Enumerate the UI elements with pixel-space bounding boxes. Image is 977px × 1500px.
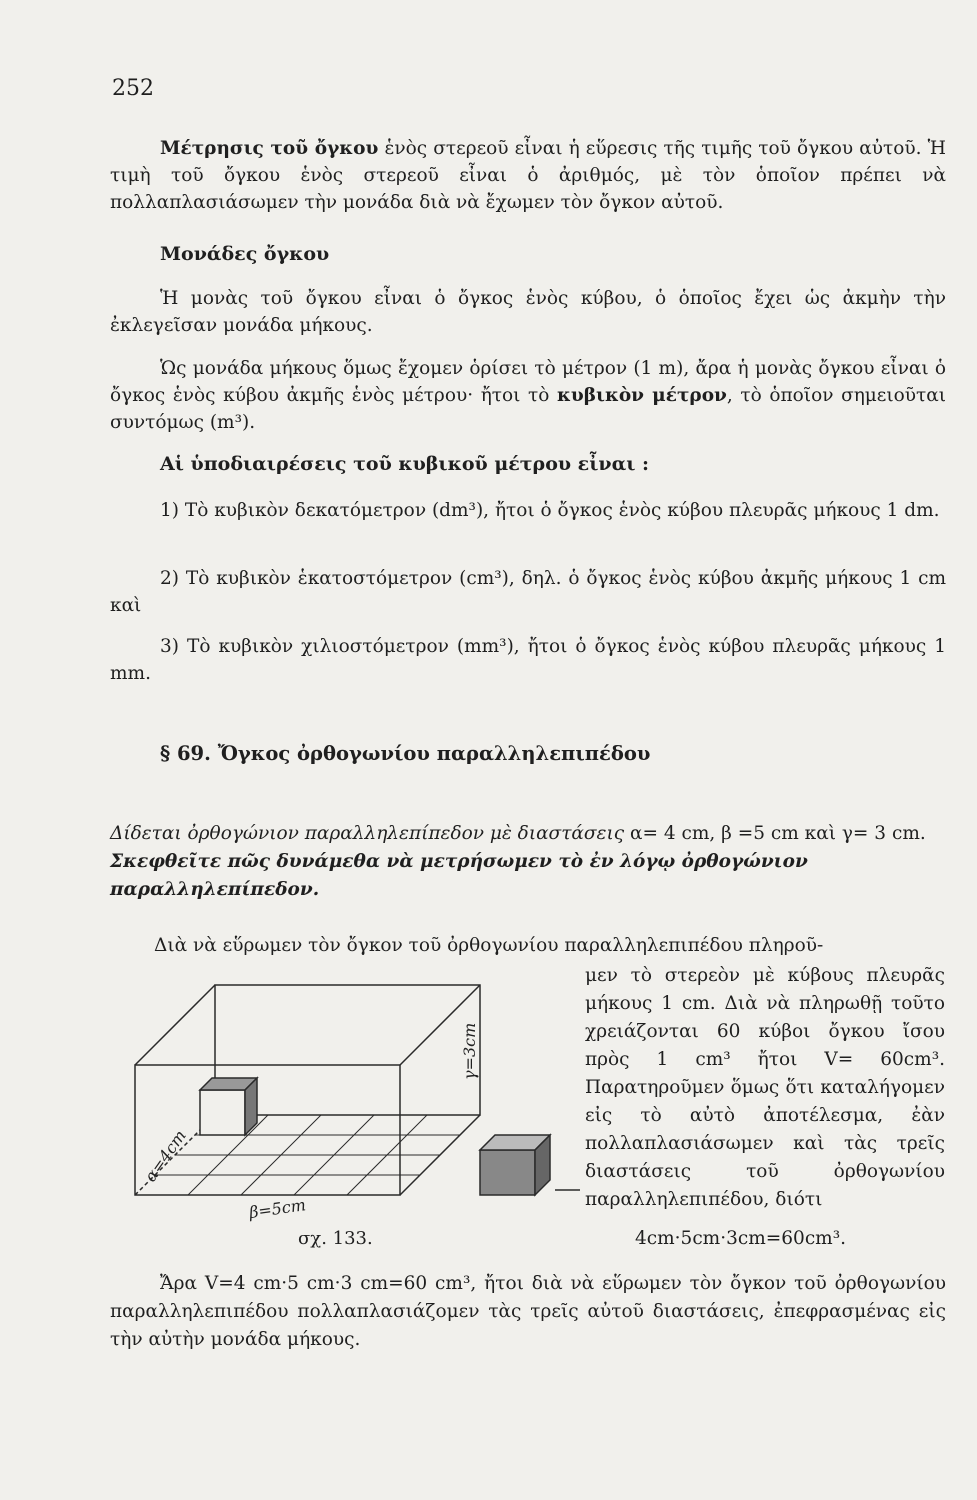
page-number: 252 [112,76,154,101]
formula: 4cm·5cm·3cm=60cm³. [635,1228,847,1249]
label-a: α=4cm [140,1126,190,1186]
example-question: Σκεφθεῖτε πῶς δυνάμεθα νὰ μετρήσωμεν τὸ ἐν λόγῳ ὀρθογώνιον παραλληλεπίπεδον. [110,851,808,900]
figure-caption: σχ. 133. [298,1228,373,1249]
heading-subdivisions: Αἱ ὑποδιαιρέσεις τοῦ κυβικοῦ μέτρου εἶναι : [160,453,650,475]
unit-cube [200,1078,257,1135]
paragraph-volume-unit: Ἡ μονὰς τοῦ ὄγκου εἶναι ὁ ὄγκος ἑνὸς κύβου, ὁ ὁποῖος ἔχει ὡς ἀκμὴν τὴν ἐκλεγεῖσαν μονάδα μήκους. [110,288,946,336]
heading-volume-units: Μονάδες ὄγκου [160,243,330,265]
paragraph-first-line: Διὰ νὰ εὕρωμεν τὸν ὄγκον τοῦ ὀρθογωνίου παραλληλεπιπέδου πληροῦ- [154,935,824,956]
term-volume-measurement: Μέτρησις τοῦ ὄγκου [160,138,379,159]
unit-cube-outside [480,1135,550,1195]
figure-box [115,975,585,1260]
paragraph-text: ἑνὸς στερεοῦ εἶναι ἡ εὕρεσις τῆς τιμῆς τοῦ ὄγκου αὐτοῦ. Ἡ τιμὴ τοῦ ὄγκου ἑνὸς στερεοῦ εἶναι ὁ ἀριθμός, μὲ τὸν ὁποῖον πρέπει νὰ πολλαπλασιάσωμεν τὴν μονάδα διὰ νὰ ἔχωμεν τὸν ὄγκον αὐτοῦ. [110,138,947,213]
list-item: 1) Τὸ κυβικὸν δεκατόμετρον (dm³), ἤτοι ὁ ὄγκος ἑνὸς κύβου πλευρᾶς μήκους 1 dm. [160,500,940,521]
paragraph-text: , τὸ ὁποῖον σημειοῦται συντόμως (m³). [110,385,947,433]
label-b: β=5cm [247,1195,307,1222]
list-item: 2) Τὸ κυβικὸν ἑκατοστόμετρον (cm³), δηλ. ὁ ὄγκος ἑνὸς κύβου ἀκμῆς μήκους 1 cm καὶ [110,568,946,616]
paragraph-volume-measurement [110,135,946,216]
paragraph-text: Ὡς μονάδα μήκους ὅμως ἔχομεν ὁρίσει τὸ μέτρον (1 m), ἄρα ἡ μονὰς ὄγκου εἶναι ὁ ὄγκος ἑνὸς κύβου ἀκμῆς ἑνὸς μέτρου· ἤτοι τὸ [110,358,946,406]
paragraph-right-column: μεν τὸ στερεὸν μὲ κύβους πλευρᾶς μήκους 1 cm. Διὰ νὰ πληρωθῇ τοῦτο χρειάζονται 60 κύβοι ὄγκου ἴσου πρὸς 1 cm³ ἤτοι V= 60cm³. Παρατηροῦμεν ὅμως ὅτι καταλήγομεν εἰς τὸ αὐτὸ ἀποτέλεσμα, ἐὰν πολλαπλασιάσωμεν καὶ τὰς τρεῖς διαστάσεις τοῦ ὀρθογωνίου παραλληλεπιπέδου, διότι [585,965,945,1210]
example-given: Δίδεται ὀρθογώνιον παραλληλεπίπεδον μὲ διαστάσεις [110,823,625,844]
paragraph-cubic-meter [110,355,946,436]
label-g: γ=3cm [460,1022,479,1080]
term-cubic-meter: κυβικὸν μέτρον [557,385,727,406]
example-dimensions: α= 4 cm, β =5 cm καὶ γ= 3 cm. [624,823,926,844]
paragraph-conclusion: Ἄρα V=4 cm·5 cm·3 cm=60 cm³, ἤτοι διὰ νὰ εὕρωμεν τὸν ὄγκον τοῦ ὀρθογωνίου παραλληλεπιπέδου πολλαπλασιάζομεν τὰς τρεῖς αὐτοῦ διαστάσεις, ἐπεφρασμένας εἰς τὴν αὐτὴν μονάδα μήκους. [110,1273,946,1350]
example-problem [110,820,946,904]
section-heading: § 69. Ὄγκος ὀρθογωνίου παραλληλεπιπέδου [160,742,651,765]
list-item: 3) Τὸ κυβικὸν χιλιοστόμετρον (mm³), ἤτοι ὁ ὄγκος ἑνὸς κύβου πλευρᾶς μήκους 1 mm. [110,636,946,684]
